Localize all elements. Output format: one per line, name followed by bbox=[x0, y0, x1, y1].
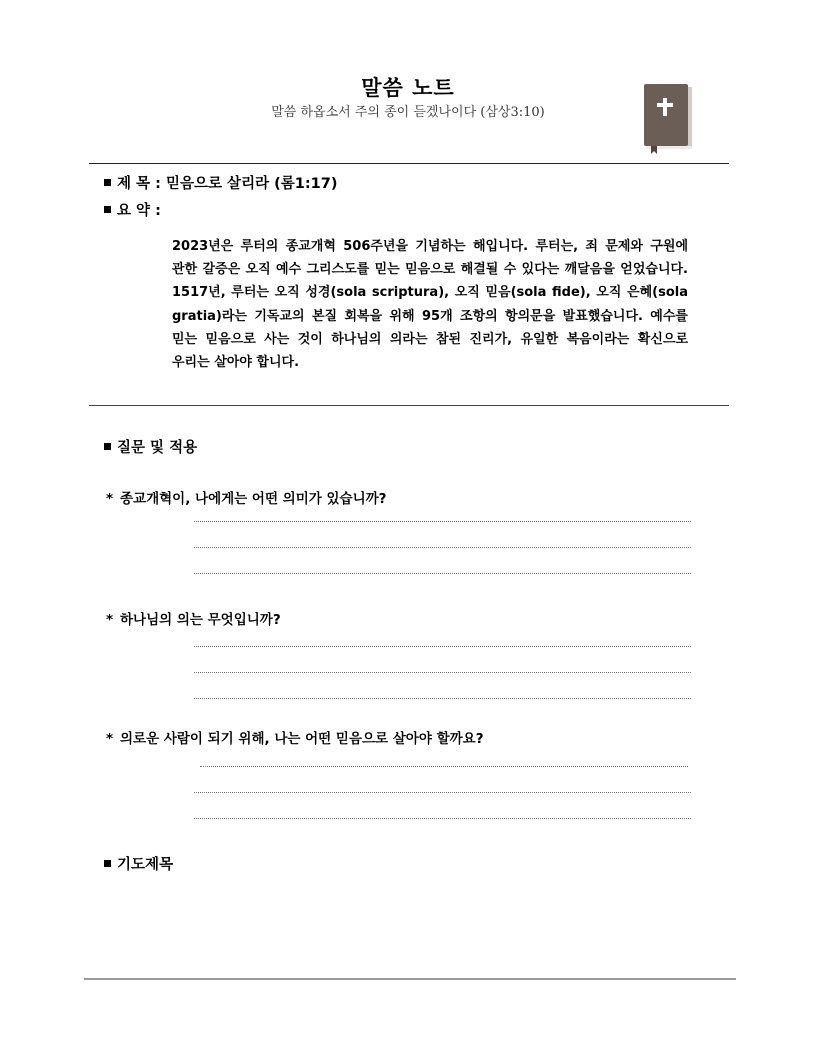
questions-heading-label: 질문 및 적용 bbox=[117, 440, 198, 456]
square-bullet-icon bbox=[104, 860, 111, 867]
prayer-heading bbox=[104, 853, 173, 874]
question-item bbox=[106, 487, 387, 507]
square-bullet-icon bbox=[104, 206, 111, 213]
answer-line[interactable] bbox=[194, 547, 691, 548]
question-item bbox=[106, 608, 281, 628]
answer-line[interactable] bbox=[194, 792, 691, 793]
sermon-title-label: 제 목 : bbox=[117, 176, 161, 192]
answer-line[interactable] bbox=[194, 646, 691, 647]
answer-line[interactable] bbox=[194, 818, 691, 819]
page-title: 말씀 노트 bbox=[361, 76, 455, 100]
header-divider bbox=[89, 163, 729, 164]
answer-line[interactable] bbox=[194, 521, 691, 522]
question-text: 종교개혁이, 나에게는 어떤 의미가 있습니까? bbox=[120, 491, 387, 507]
page-subtitle: 말씀 하옵소서 주의 종이 듣겠나이다 (삼상3:10) bbox=[271, 105, 545, 120]
sermon-title-row bbox=[104, 172, 337, 193]
answer-line[interactable] bbox=[194, 672, 691, 673]
question-item bbox=[106, 727, 484, 747]
questions-heading bbox=[104, 436, 197, 457]
summary-label: 요 약 : bbox=[117, 203, 161, 219]
answer-line[interactable] bbox=[200, 766, 688, 767]
summary-label-row bbox=[104, 199, 161, 220]
bible-book-icon bbox=[642, 84, 694, 154]
square-bullet-icon bbox=[104, 443, 111, 450]
answer-line[interactable] bbox=[194, 573, 691, 574]
sermon-title-value: 믿음으로 살리라 (롬1:17) bbox=[165, 176, 338, 192]
asterisk-marker: * bbox=[106, 731, 114, 747]
answer-line[interactable] bbox=[194, 698, 691, 699]
asterisk-marker: * bbox=[106, 491, 114, 507]
question-text: 하나님의 의는 무엇입니까? bbox=[120, 612, 281, 628]
section-divider bbox=[89, 405, 729, 406]
footer-divider bbox=[84, 978, 736, 980]
asterisk-marker: * bbox=[106, 612, 114, 628]
square-bullet-icon bbox=[104, 179, 111, 186]
summary-text: 2023년은 루터의 종교개혁 506주년을 기념하는 해입니다. 루터는, 죄 문제와 구원에 관한 갈증은 오직 예수 그리스도를 믿는 믿음으로 해결될 수 있다는 깨달음을 얻었습니다. 1517년, 루터는 오직 성경(sola scriptura), 오직 믿음(sola fide), 오직 은혜(sola gratia)라는 기독교의 본질 회복을 위해 95개 조항의 항의문을 발표했습니다. 예수를 믿는 믿음으로 사는 것이 하나님의 의라는 참된 진리가, 유일한 복음이라는 확신으로 우리는 살아야 합니다. bbox=[172, 239, 688, 371]
question-text: 의로운 사람이 되기 위해, 나는 어떤 믿음으로 살아야 할까요? bbox=[120, 731, 484, 747]
prayer-heading-label: 기도제목 bbox=[117, 857, 174, 873]
